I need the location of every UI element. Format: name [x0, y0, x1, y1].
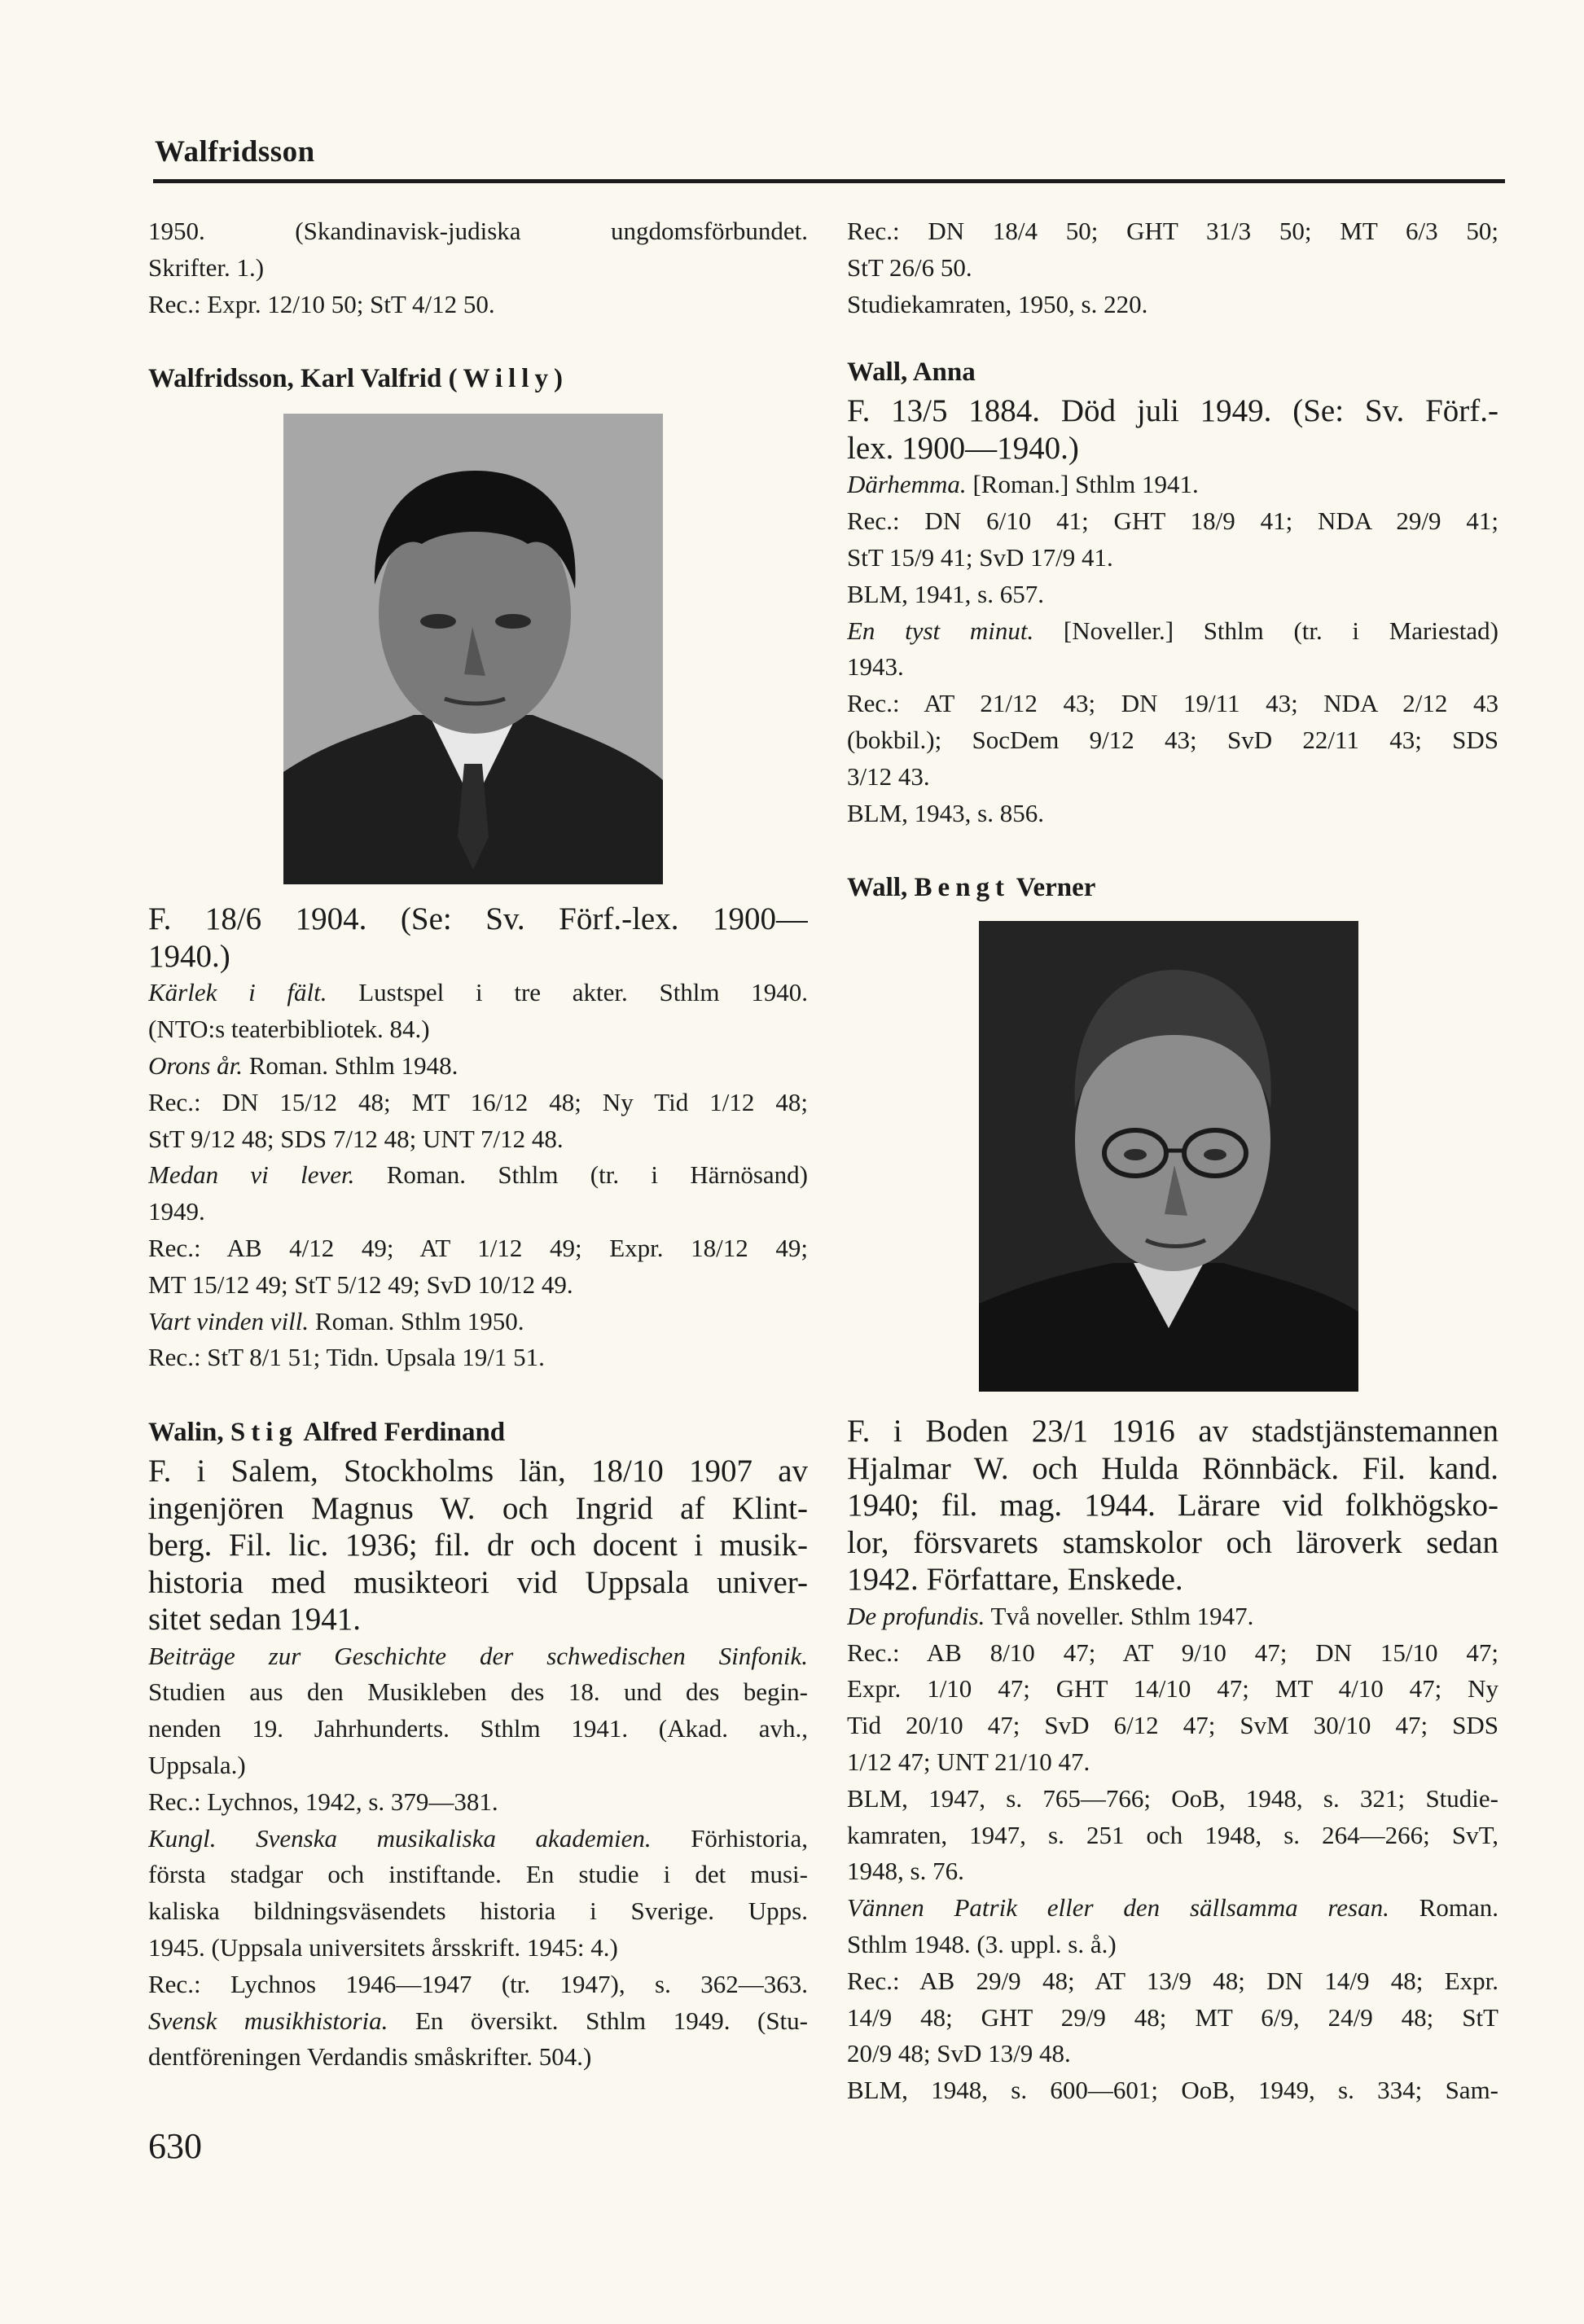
continued-entry: [148, 213, 808, 322]
bibliography-line: BLM, 1941, s. 657.: [847, 579, 1044, 608]
bibliography-line: BLM, 1943, s. 856.: [847, 798, 1044, 827]
bibliography-line: Därhemma. [Roman.] Sthlm 1941.: [847, 470, 1199, 499]
entry-heading-walin: Walin, Stig Alfred Ferdinand: [148, 1418, 506, 1448]
biography-line: 1942. Författare, Enskede.: [847, 1562, 1183, 1598]
running-head: Walfridsson: [155, 135, 315, 169]
left-column: [148, 213, 808, 2076]
bibliography-line: första stadgar och instiftande. En studie i det musi-: [148, 1860, 808, 1889]
bibliography-line: Orons år. Roman. Sthlm 1948.: [148, 1050, 459, 1080]
bibliography-line: 1945. (Uppsala universitets årsskrift. 1945: 4.): [148, 1933, 618, 1962]
bibliography-line: Svensk musikhistoria. En översikt. Sthlm 1949. (Stu-: [148, 2006, 808, 2035]
work-title: Därhemma.: [847, 470, 967, 499]
bibliography-line: Kungl. Svenska musikaliska akademien. Förhistoria,: [148, 1823, 808, 1853]
entry-heading-wall-anna: Wall, Anna: [847, 357, 976, 388]
work-title: De profundis.: [847, 1601, 985, 1630]
biography-line: F. 18/6 1904. (Se: Sv. Förf.-lex. 1900—: [148, 901, 808, 937]
bibliography-line: Rec.: Expr. 12/10 50; StT 4/12 50.: [148, 289, 495, 318]
biography-line: 1940; fil. mag. 1944. Lärare vid folkhögsko-: [847, 1488, 1498, 1524]
bibliography-line: En tyst minut. [Noveller.] Sthlm (tr. i Mariestad): [847, 616, 1498, 645]
entry-works-wall-bengt: [847, 1598, 1498, 2109]
biography-line: F. i Boden 23/1 1916 av stadstjänstemannen: [847, 1414, 1498, 1449]
bibliography-line: Rec.: Lychnos, 1942, s. 379—381.: [148, 1787, 498, 1816]
header-rule: [153, 179, 1505, 183]
bibliography-line: Rec.: Lychnos 1946—1947 (tr. 1947), s. 362—363.: [148, 1969, 808, 1998]
portrait-photo-walfridsson: [283, 414, 663, 884]
bibliography-line: kaliska bildningsväsendets historia i Sverige. Upps.: [148, 1896, 808, 1926]
bibliography-line: Rec.: AT 21/12 43; DN 19/11 43; NDA 2/12 43: [847, 689, 1498, 718]
bibliography-line: 14/9 48; GHT 29/9 48; MT 6/9, 24/9 48; StT: [847, 2002, 1498, 2032]
bibliography-line: (NTO:s teaterbibliotek. 84.): [148, 1015, 430, 1044]
bibliography-line: Rec.: AB 4/12 49; AT 1/12 49; Expr. 18/12 49;: [148, 1233, 808, 1262]
biography-line: Hjalmar W. och Hulda Rönnbäck. Fil. kand.: [847, 1450, 1498, 1486]
biography-line: lor, försvarets stamskolor och läroverk sedan: [847, 1524, 1498, 1560]
bibliography-line: Kärlek i fält. Lustspel i tre akter. Sthlm 1940.: [148, 978, 808, 1007]
biography-line: 1940.): [148, 938, 230, 974]
bibliography-line: Rec.: DN 6/10 41; GHT 18/9 41; NDA 29/9 41;: [847, 506, 1498, 536]
work-title: En tyst minut.: [847, 616, 1034, 645]
entry-bio-walfridsson: [148, 901, 808, 975]
page-number: 630: [148, 2126, 202, 2166]
continued-entry-right: [847, 213, 1498, 322]
work-title: Kärlek i fält.: [148, 978, 327, 1007]
bibliography-line: BLM, 1948, s. 600—601; OoB, 1949, s. 334; Sam-: [847, 2076, 1498, 2105]
biography-line: F. i Salem, Stockholms län, 18/10 1907 av: [148, 1454, 808, 1489]
work-title: Beiträge zur Geschichte der schwedischen Sinfonik.: [148, 1641, 808, 1670]
bibliography-line: Sthlm 1948. (3. uppl. s. å.): [847, 1930, 1117, 1959]
bibliography-line: Vännen Patrik eller den sällsamma resan. Roman.: [847, 1893, 1498, 1923]
entry-heading-walfridsson: Walfridsson, Karl Valfrid (Willy): [148, 364, 568, 394]
bibliography-line: nenden 19. Jahrhunderts. Sthlm 1941. (Akad. avh.,: [148, 1714, 808, 1743]
bibliography-line: dentföreningen Verdandis småskrifter. 504.): [148, 2042, 592, 2072]
bibliography-line: Tid 20/10 47; SvD 6/12 47; SvM 30/10 47; SDS: [847, 1711, 1498, 1740]
bibliography-line: 3/12 43.: [847, 761, 930, 791]
work-title: Vart vinden vill.: [148, 1306, 309, 1335]
bibliography-line: kamraten, 1947, s. 251 och 1948, s. 264—266; SvT,: [847, 1820, 1498, 1849]
bibliography-line: StT 15/9 41; SvD 17/9 41.: [847, 542, 1113, 572]
bibliography-line: (bokbil.); SocDem 9/12 43; SvD 22/11 43; SDS: [847, 725, 1498, 754]
right-column: [847, 213, 1498, 2109]
bibliography-line: Studien aus den Musikleben des 18. und des begin-: [148, 1677, 808, 1707]
bibliography-line: De profundis. Två noveller. Sthlm 1947.: [847, 1601, 1254, 1630]
biography-line: ingenjören Magnus W. och Ingrid af Klint-: [148, 1490, 808, 1526]
entry-works-wall-anna: [847, 467, 1498, 831]
bibliography-line: Studiekamraten, 1950, s. 220.: [847, 289, 1148, 318]
bibliography-line: 1949.: [148, 1197, 205, 1226]
bibliography-line: Vart vinden vill. Roman. Sthlm 1950.: [148, 1306, 524, 1335]
biography-line: F. 13/5 1884. Död juli 1949. (Se: Sv. Förf.-: [847, 393, 1498, 429]
bibliography-line: 1950. (Skandinavisk-judiska ungdomsförbundet.: [148, 217, 808, 245]
work-title: Medan vi lever.: [148, 1160, 355, 1190]
entry-heading-wall-bengt: Wall, Bengt Verner: [847, 873, 1096, 903]
bibliography-line: BLM, 1947, s. 765—766; OoB, 1948, s. 321; Studie-: [847, 1783, 1498, 1813]
bibliography-line: Rec.: DN 18/4 50; GHT 31/3 50; MT 6/3 50;: [847, 217, 1498, 245]
bibliography-line: 1943.: [847, 652, 904, 682]
bibliography-line: Skrifter. 1.): [148, 252, 265, 282]
bibliography-line: MT 15/12 49; StT 5/12 49; SvD 10/12 49.: [148, 1269, 573, 1299]
biography-line: historia med musikteori vid Uppsala univer-: [148, 1564, 808, 1600]
biography-line: lex. 1900—1940.): [847, 430, 1079, 466]
bibliography-line: StT 26/6 50.: [847, 252, 972, 282]
bibliography-line: Rec.: AB 8/10 47; AT 9/10 47; DN 15/10 47;: [847, 1638, 1498, 1667]
bibliography-line: Rec.: StT 8/1 51; Tidn. Upsala 19/1 51.: [148, 1343, 545, 1372]
bibliography-line: Uppsala.): [148, 1751, 246, 1780]
entry-bio-wall-anna: [847, 392, 1498, 467]
bibliography-line: Medan vi lever. Roman. Sthlm (tr. i Härnösand): [148, 1160, 808, 1190]
work-title: Kungl. Svenska musikaliska akademien.: [148, 1823, 652, 1853]
work-title: Vännen Patrik eller den sällsamma resan.: [847, 1893, 1389, 1923]
biography-line: berg. Fil. lic. 1936; fil. dr och docent i musik-: [148, 1528, 808, 1563]
portrait-photo-wall-bengt: [979, 921, 1358, 1392]
work-title: Svensk musikhistoria.: [148, 2006, 388, 2035]
work-title: Orons år.: [148, 1050, 243, 1080]
bibliography-line: 20/9 48; SvD 13/9 48.: [847, 2039, 1071, 2068]
bibliography-line: Rec.: DN 15/12 48; MT 16/12 48; Ny Tid 1/12 48;: [148, 1087, 808, 1116]
bibliography-line: [148, 1638, 808, 1675]
bibliography-line: Expr. 1/10 47; GHT 14/10 47; MT 4/10 47; Ny: [847, 1674, 1498, 1704]
bibliography-line: Rec.: AB 29/9 48; AT 13/9 48; DN 14/9 48; Expr.: [847, 1966, 1498, 1995]
biography-line: sitet sedan 1941.: [148, 1602, 362, 1638]
bibliography-line: 1/12 47; UNT 21/10 47.: [847, 1747, 1090, 1777]
bibliography-line: 1948, s. 76.: [847, 1857, 964, 1886]
entry-works-walin: [148, 1638, 808, 2076]
entry-bio-walin: [148, 1453, 808, 1638]
entry-bio-wall-bengt: [847, 1413, 1498, 1598]
entry-works-walfridsson: [148, 975, 808, 1376]
bibliography-line: StT 9/12 48; SDS 7/12 48; UNT 7/12 48.: [148, 1124, 564, 1153]
